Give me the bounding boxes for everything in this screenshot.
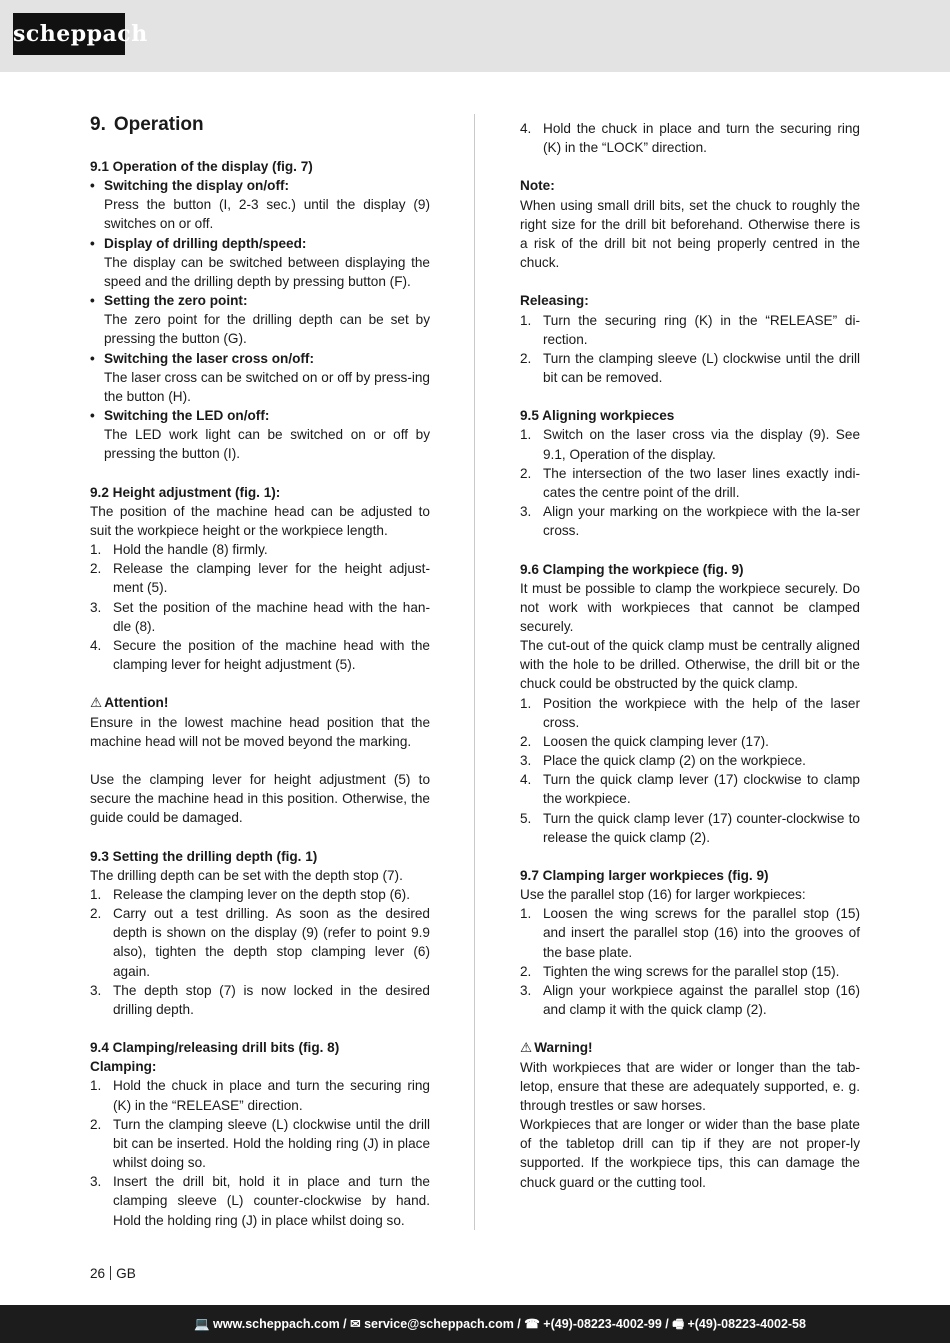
section-9-6 — [520, 560, 860, 847]
section-9-4-continued — [520, 119, 860, 157]
paragraph: Workpieces that are longer or wider than the base plate of the tabletop drill can tip if they are not proper-ly supported. If the workpiece tips, this can damage the chuck guard or the cutting tool. — [520, 1117, 860, 1190]
list-item: 5. Turn the quick clamp lever (17) counter-clockwise to release the quick clamp (2). — [520, 810, 860, 845]
page-number: 26 GB — [90, 1266, 136, 1281]
column-divider — [474, 114, 475, 1230]
numbered-list — [90, 885, 430, 1019]
list-item: 2. Turn the clamping sleeve (L) clockwise until the drill bit can be inserted. Hold the holding ring (J) in place whilst doing so. — [90, 1116, 430, 1171]
list-item: 3. Align your workpiece against the parallel stop (16) and clamp it with the quick clamp (2). — [520, 982, 860, 1018]
list-item: 1. Turn the securing ring (K) in the “RELEASE” di-rection. — [520, 312, 860, 347]
paragraph: Use the parallel stop (16) for larger workpieces: — [520, 887, 806, 903]
list-item: 1. Hold the chuck in place and turn the securing ring (K) in the “RELEASE” direction. — [90, 1078, 430, 1113]
warning-triangle-icon: ⚠ — [90, 695, 103, 711]
numbered-list — [520, 904, 860, 1019]
paragraph: Use the clamping lever for height adjustment (5) to secure the machine head in this position. Otherwise, the guide could be damaged. — [90, 771, 430, 826]
list-item: 2. The intersection of the two laser lines exactly indi-cates the centre point of the drill. — [520, 465, 860, 500]
paragraph: With workpieces that are wider or longer than the tab-letop, ensure that these are adequately supported, e. g. through trestles or saw horses. — [520, 1059, 860, 1113]
list-item: 4. Secure the position of the machine head with the clamping lever for height adjustment (5). — [90, 637, 430, 673]
list-item: 3. Set the position of the machine head with the han-dle (8). — [90, 599, 430, 634]
note-block — [520, 176, 860, 272]
subheading: 9.4 Clamping/releasing drill bits (fig. 8) — [90, 1040, 340, 1056]
section-9-7 — [520, 866, 860, 1019]
section-9-3 — [90, 847, 430, 1019]
warning-title: ⚠ Warning! — [520, 1040, 593, 1056]
attention-title: ⚠ Attention! — [90, 695, 169, 711]
attention-block — [90, 693, 430, 750]
left-column — [90, 112, 430, 1230]
list-item: 4. Hold the chuck in place and turn the securing ring (K) in the “LOCK” direction. — [520, 121, 860, 156]
paragraph: When using small drill bits, set the chuck to roughly the right size for the drill bit beforehand. Otherwise there is a risk of the drill bit not being properly centred in the chuck. — [520, 197, 860, 271]
paragraph: It must be possible to clamp the workpiece securely. Do not work with workpieces that cannot be clamped securely. — [520, 580, 860, 634]
numbered-list — [520, 311, 860, 388]
section-9-5 — [520, 406, 860, 540]
list-item: 2. Tighten the wing screws for the parallel stop (15). — [520, 963, 840, 979]
section-9-4 — [90, 1038, 430, 1230]
subheading: 9.2 Height adjustment (fig. 1): — [90, 484, 281, 500]
list-item: 2. Carry out a test drilling. As soon as the desired depth is shown on the display (9) (refer to point 9.9 also), tighten the depth stop clamping lever (6) again. — [90, 906, 430, 979]
numbered-list — [520, 694, 860, 847]
list-item: 2. Turn the clamping sleeve (L) clockwise until the drill bit can be removed. — [520, 350, 860, 385]
bullet-item: • Switching the LED on/off: The LED work light can be switched on or off by pressing the button (I). — [90, 408, 430, 462]
releasing-label: Releasing: — [520, 293, 589, 309]
list-item: 1. Hold the handle (8) firmly. — [90, 542, 268, 558]
paragraph: The position of the machine head can be adjusted to suit the workpiece height or the workpiece length. — [90, 503, 430, 538]
bullet-item: • Switching the display on/off: Press the button (I, 2-3 sec.) until the display (9) switches on or off. — [90, 178, 430, 232]
releasing-block — [520, 291, 860, 387]
section-9-2 — [90, 483, 430, 675]
subheading: 9.6 Clamping the workpiece (fig. 9) — [520, 561, 744, 577]
list-item: 1. Position the workpiece with the help of the laser cross. — [520, 695, 860, 730]
numbered-list — [520, 425, 860, 540]
scheppach-logo: scheppach — [13, 13, 125, 55]
subheading: 9.5 Aligning workpieces — [520, 408, 675, 424]
list-item: 1. Loosen the wing screws for the parallel stop (15) and insert the parallel stop (16) into the grooves of the base plate. — [520, 906, 860, 960]
list-item: 1. Release the clamping lever on the depth stop (6). — [90, 886, 410, 902]
list-item: 2. Release the clamping lever for the height adjust-ment (5). — [90, 561, 430, 596]
list-item: 3. Insert the drill bit, hold it in place and turn the clamping sleeve (L) counter-clockwise by hand. Hold the holding ring (J) in place whilst doing so. — [90, 1174, 430, 1228]
numbered-list — [90, 1076, 430, 1229]
clamping-label: Clamping: — [90, 1059, 157, 1075]
section-title: 9. Operation — [90, 114, 204, 135]
section-9-1 — [90, 157, 430, 464]
subheading: 9.1 Operation of the display (fig. 7) — [90, 159, 313, 174]
bullet-item: • Switching the laser cross on/off: The laser cross can be switched on or off by press-ing the button (H). — [90, 350, 430, 404]
paragraph: Ensure in the lowest machine head position that the machine head will not be moved beyond the marking. — [90, 714, 430, 749]
list-item: 3. Place the quick clamp (2) on the workpiece. — [520, 753, 806, 769]
numbered-list — [90, 540, 430, 674]
warning-block — [520, 1038, 860, 1191]
bullet-item: • Setting the zero point: The zero point for the drilling depth can be set by pressing the button (G). — [90, 293, 430, 347]
right-column — [520, 119, 860, 1192]
footer-contact-bar: 💻 www.scheppach.com / ✉ service@scheppach.com / ☎ +(49)-08223-4002-99 / 🖷 +(49)-08223-4002-58 — [0, 1305, 950, 1343]
bullet-item: • Display of drilling depth/speed: The display can be switched between displaying the speed and the drilling depth by pressing button (F). — [90, 235, 430, 289]
list-item: 1. Switch on the laser cross via the display (9). See 9.1, Operation of the display. — [520, 427, 860, 462]
list-item: 2. Loosen the quick clamping lever (17). — [520, 733, 769, 749]
note-label: Note: — [520, 178, 555, 194]
header-band — [0, 0, 950, 72]
subheading: 9.3 Setting the drilling depth (fig. 1) — [90, 848, 318, 864]
subheading: 9.7 Clamping larger workpieces (fig. 9) — [520, 868, 769, 884]
list-item: 3. The depth stop (7) is now locked in the desired drilling depth. — [90, 982, 430, 1017]
paragraph: The drilling depth can be set with the depth stop (7). — [90, 867, 403, 883]
list-item: 3. Align your marking on the workpiece with the la-ser cross. — [520, 504, 860, 539]
list-item: 4. Turn the quick clamp lever (17) clockwise to clamp the workpiece. — [520, 772, 860, 807]
warning-triangle-icon: ⚠ — [520, 1040, 533, 1056]
paragraph: The cut-out of the quick clamp must be centrally aligned with the hole to be drilled. Otherwise, the drill bit or the chuck could be obstructed by the quick clamp. — [520, 638, 860, 692]
page-separator — [110, 1266, 111, 1280]
numbered-list — [520, 119, 860, 157]
